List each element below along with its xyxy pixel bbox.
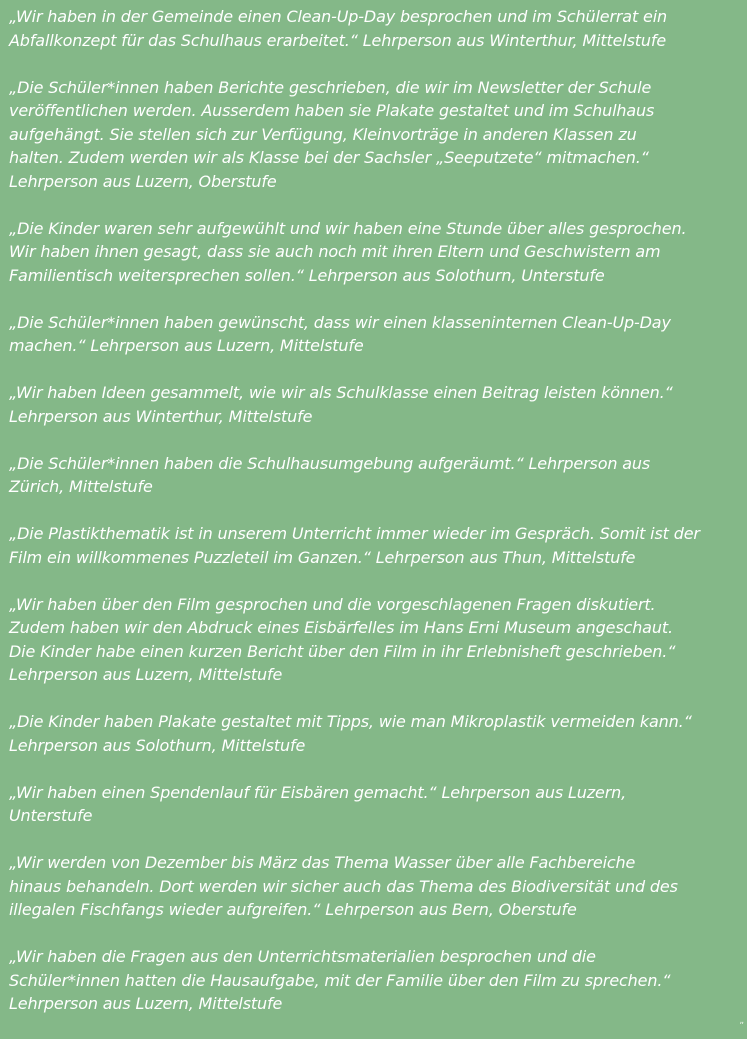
teacher-quotes-list xyxy=(9,5,745,1039)
teacher-quote: „Wir haben in der Gemeinde einen Clean-Up-Day besprochen und im Schülerrat ein Abfallkonzept für das Schulhaus erarbeitet.“ Lehrperson aus Winterthur, Mittelstufe xyxy=(9,7,667,50)
teacher-quote: „Die Schüler*innen haben gewünscht, dass wir einen klasseninternen Clean-Up-Day machen.“ Lehrperson aus Luzern, Mittelstufe xyxy=(9,312,671,355)
continuation-mark: „ xyxy=(739,1016,743,1026)
teacher-quote: „Die Kinder waren sehr aufgewühlt und wir haben eine Stunde über alles gesprochen. Wir haben ihnen gesagt, dass sie auch noch mit ihren Eltern und Geschwistern am Familientisch weitersprechen sollen.“ Lehrperson aus Solothurn, Unterstufe xyxy=(9,218,687,285)
teacher-quote: „Wir haben über den Film gesprochen und die vorgeschlagenen Fragen diskutiert. Zudem haben wir den Abdruck eines Eisbärfelles im Hans Erni Museum angeschaut. Die Kinder habe einen kurzen Bericht über den Film in ihr Erlebnisheft geschrieben.“ Lehrperson aus Luzern, Mittelstufe xyxy=(9,594,676,684)
teacher-quote: „Wir haben einen Spendenlauf für Eisbären gemacht.“ Lehrperson aus Luzern, Unterstufe xyxy=(9,782,627,825)
teacher-quote: „Wir haben Ideen gesammelt, wie wir als Schulklasse einen Beitrag leisten können.“ Lehrperson aus Winterthur, Mittelstufe xyxy=(9,383,673,426)
teacher-quote: „Die Schüler*innen haben Berichte geschrieben, die wir im Newsletter der Schule veröffentlichen werden. Ausserdem haben sie Plakate gestaltet und im Schulhaus aufgehängt. Sie stellen sich zur Verfügung, Kleinvorträge in anderen Klassen zu halten. Zudem werden wir als Klasse bei der Sachsler „Seeputzete“ mitmachen.“ Lehrperson aus Luzern, Oberstufe xyxy=(9,77,655,191)
teacher-quote: „Wir werden von Dezember bis März das Thema Wasser über alle Fachbereiche hinaus behandeln. Dort werden wir sicher auch das Thema des Biodiversität und des illegalen Fischfangs wieder aufgreifen.“ Lehrperson aus Bern, Oberstufe xyxy=(9,853,678,919)
teacher-quote: „Wir haben die Fragen aus den Unterrichtsmaterialien besprochen und die Schüler*innen hatten die Hausaufgabe, mit der Familie über den Film zu sprechen.“ Lehrperson aus Luzern, Mittelstufe xyxy=(9,947,671,1013)
teacher-quote: „Die Schüler*innen haben die Schulhausumgebung aufgeräumt.“ Lehrperson aus Zürich, Mittelstufe xyxy=(9,453,651,496)
teacher-quote: „Die Plastikthematik ist in unserem Unterricht immer wieder im Gespräch. Somit ist der Film ein willkommenes Puzzleteil im Ganzen.“ Lehrperson aus Thun, Mittelstufe xyxy=(9,524,700,567)
teacher-quote: „Die Kinder haben Plakate gestaltet mit Tipps, wie man Mikroplastik vermeiden kann.“ Lehrperson aus Solothurn, Mittelstufe xyxy=(9,712,692,755)
